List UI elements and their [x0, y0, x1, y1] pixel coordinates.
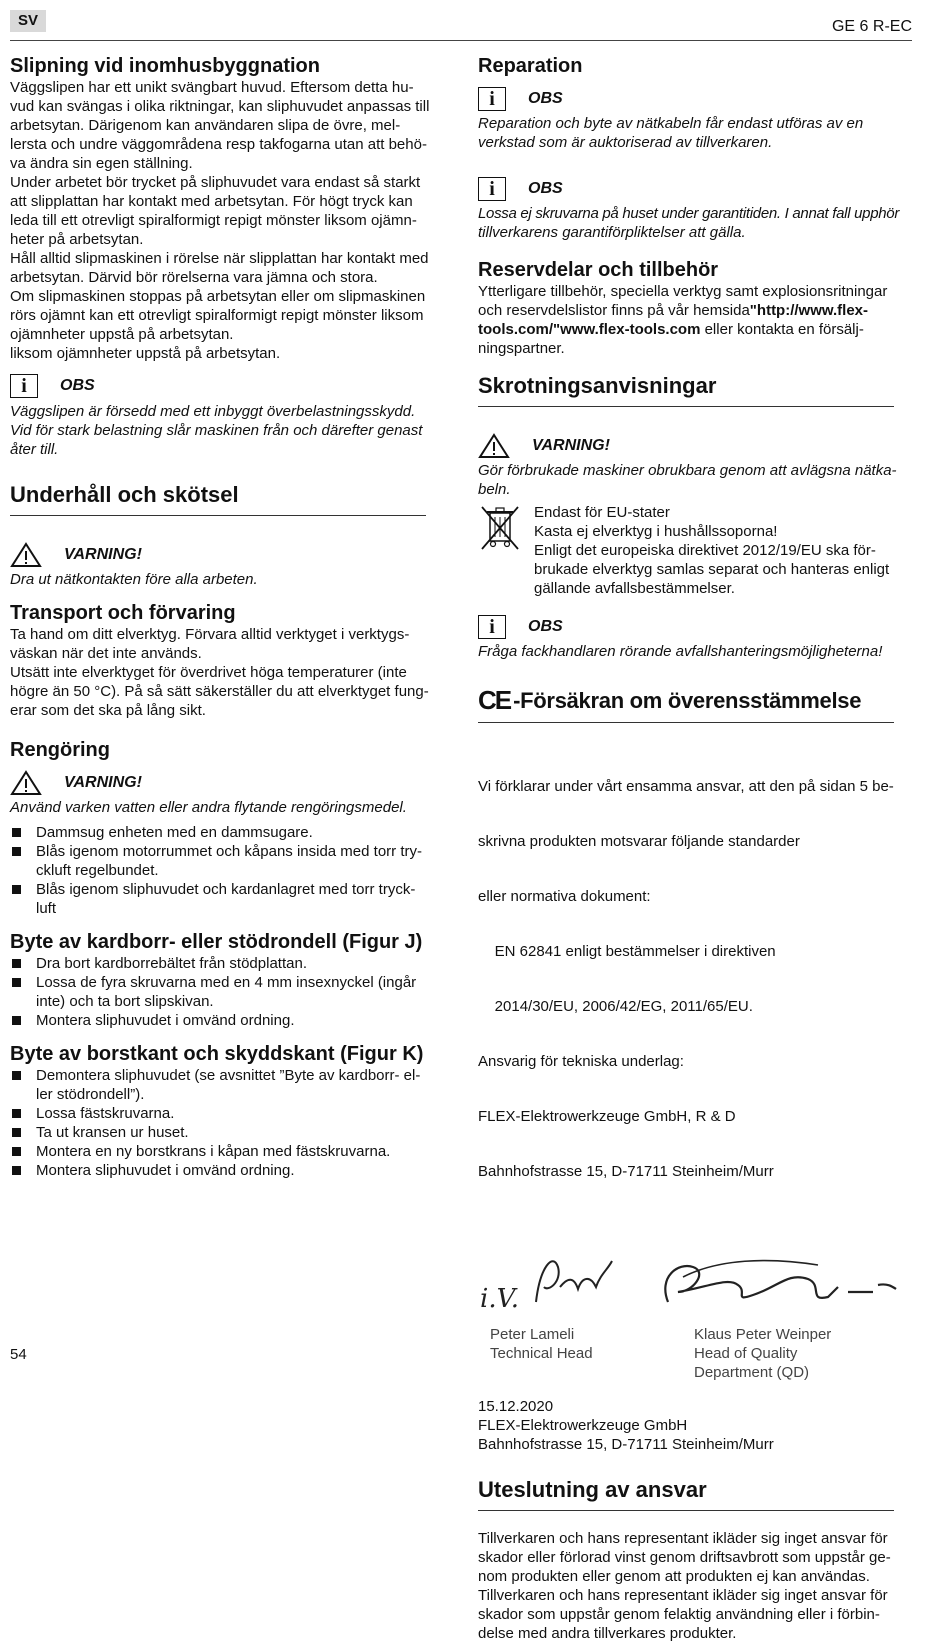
- text-line: tillverkarens garantiförpliktelser att gälla.: [478, 224, 746, 241]
- warning-icon: [10, 770, 42, 796]
- note-overload: [10, 373, 440, 399]
- conformity-heading: [478, 685, 913, 716]
- text-line: liksom ojämnheter uppstå på arbetsytan.: [10, 345, 281, 362]
- warning-disposal-text: [478, 461, 913, 499]
- page-number: 54: [10, 1346, 27, 1363]
- page-header: [10, 0, 912, 41]
- section-title-cleaning: Rengöring: [10, 739, 110, 761]
- text-line: Endast för EU-stater: [534, 504, 670, 521]
- handwritten-signatures: [478, 1247, 898, 1327]
- text-line: Gör förbrukade maskiner obrukbara genom att avlägsna nätka-: [478, 462, 897, 479]
- section-title-transport: Transport och förvaring: [10, 602, 236, 624]
- note-repair-2-text: [478, 204, 913, 242]
- text-line: Ytterligare tillbehör, speciella verktyg samt explosionsritningar: [478, 283, 888, 300]
- text-line: EN 62841 enligt bestämmelser i direktiven: [478, 943, 776, 960]
- text-line: Håll alltid slipmaskinen i rörelse när slipplattan har kontakt med: [10, 250, 429, 267]
- weee-block: [478, 503, 913, 598]
- text-line: FLEX-Elektrowerkzeuge GmbH: [478, 1417, 688, 1434]
- weee-text: [534, 503, 889, 598]
- info-icon: i: [478, 615, 506, 639]
- signer-2: [694, 1325, 831, 1382]
- section-divider: [478, 722, 894, 723]
- text-line: Ansvarig för tekniska underlag:: [478, 1053, 684, 1070]
- list-item: Blås igenom sliphuvudet och kardanlagret med torr tryck- luft: [10, 880, 440, 918]
- section-title-brush: Byte av borstkant och skyddskant (Figur K): [10, 1043, 424, 1065]
- note-label: OBS: [528, 90, 563, 107]
- warning-text: Dra ut nätkontakten före alla arbeten.: [10, 571, 258, 588]
- note-repair-2: [478, 176, 913, 202]
- signature-block: [478, 1247, 913, 1397]
- text-line: Bahnhofstrasse 15, D-71711 Steinheim/Murr: [478, 1436, 774, 1453]
- text-line: Om slipmaskinen stoppas på arbetsytan eller om slipmaskinen: [10, 288, 426, 305]
- note-label: OBS: [528, 618, 563, 635]
- info-icon: i: [478, 87, 506, 111]
- website-link[interactable]: "http://www.flex-: [749, 302, 869, 319]
- section-divider: [10, 515, 426, 516]
- text-line: 2014/30/EU, 2006/42/EG, 2011/65/EU.: [478, 998, 753, 1015]
- note-repair-1: [478, 86, 913, 112]
- signature-prefix: i.V.: [480, 1284, 520, 1314]
- crossed-bin-icon: [478, 503, 522, 551]
- text-line: [478, 320, 913, 339]
- text-line: nom produkten eller genom att produkten ej kan användas.: [478, 1568, 870, 1585]
- website-link[interactable]: tools.com/"www.flex-tools.com: [478, 321, 701, 338]
- text-line: arbetsytan. Därigenom kan användaren slipa de övre, mel-: [10, 117, 401, 134]
- warning-cleaning: [10, 770, 440, 796]
- date: 15.12.2020: [478, 1398, 554, 1415]
- text-line: lersta och undre väggområdena resp takfogarna utan att behö-: [10, 136, 427, 153]
- text-line: Väggslipen har ett unikt svängbart huvud. Eftersom detta hu-: [10, 79, 414, 96]
- text-line: att slipplattan har kontakt med arbetsytan. För högt tryck kan: [10, 193, 413, 210]
- info-icon: i: [10, 374, 38, 398]
- list-item: Dammsug enheten med en dammsugare.: [10, 823, 440, 842]
- text-line: skador som uppstår genom felaktig användning eller i förbin-: [478, 1606, 880, 1623]
- note-disposal: [478, 614, 913, 640]
- text-line: FLEX-Elektrowerkzeuge GmbH, R & D: [478, 1108, 736, 1125]
- conformity-footer: [478, 1397, 913, 1454]
- text-line: vud kan svängas i olika riktningar, kan sliphuvudet anpassas till: [10, 98, 430, 115]
- velcro-list: [10, 954, 440, 1030]
- spares-text: [478, 282, 913, 358]
- list-item: Montera en ny borstkrans i kåpan med fästskruvarna.: [10, 1142, 440, 1161]
- list-item: Ta ut kransen ur huset.: [10, 1123, 440, 1142]
- text-line: Bahnhofstrasse 15, D-71711 Steinheim/Murr: [478, 1163, 774, 1180]
- cleaning-list: [10, 823, 440, 918]
- text-line: erar som det ska på lång sikt.: [10, 702, 206, 719]
- text-line: Kasta ej elverktyg i hushållssoporna!: [534, 523, 778, 540]
- text-line: Väggslipen är försedd med ett inbyggt överbelastningsskydd.: [10, 403, 416, 420]
- warning-label: VARNING!: [64, 774, 142, 791]
- text-span: och reservdelslistor finns på vår hemsida: [478, 302, 750, 319]
- list-item: Dra bort kardborrebältet från stödplattan.: [10, 954, 440, 973]
- text-span: eller kontakta en försälj-: [700, 321, 864, 338]
- text-line: åter till.: [10, 441, 59, 458]
- note-label: OBS: [528, 180, 563, 197]
- signer-1: [490, 1325, 593, 1363]
- signer-title: Technical Head: [490, 1345, 593, 1362]
- text-line: heter på arbetsytan.: [10, 231, 144, 248]
- grinding-text: [10, 78, 440, 363]
- warning-icon: [478, 433, 510, 459]
- section-title-liability: Uteslutning av ansvar: [478, 1477, 707, 1502]
- section-divider: [478, 1510, 894, 1511]
- language-badge: SV: [10, 10, 46, 32]
- note-disposal-text: Fråga fackhandlaren rörande avfallshanteringsmöjligheterna!: [478, 643, 883, 660]
- text-line: väskan när det inte används.: [10, 645, 202, 662]
- text-line: eller normativa dokument:: [478, 888, 651, 905]
- section-title-repair: Reparation: [478, 55, 583, 77]
- warning-maintenance: [10, 542, 440, 568]
- section-title-velcro: Byte av kardborr- eller stödrondell (Figur J): [10, 931, 423, 953]
- warning-icon: [10, 542, 42, 568]
- text-line: Vi förklarar under vårt ensamma ansvar, att den på sidan 5 be-: [478, 778, 894, 795]
- text-line: Under arbetet bör trycket på sliphuvudet vara endast så starkt: [10, 174, 421, 191]
- info-icon: i: [478, 177, 506, 201]
- ce-mark: CE: [478, 685, 511, 715]
- text-line: skador eller förlorad vinst genom driftsavbrott som uppstår ge-: [478, 1549, 891, 1566]
- note-label: OBS: [60, 377, 95, 394]
- warning-disposal: [478, 433, 913, 459]
- section-title-spares: Reservdelar och tillbehör: [478, 259, 719, 281]
- right-column: [478, 54, 913, 1643]
- signer-name: Peter Lameli: [490, 1326, 575, 1343]
- text-line: gällande avfallsbestämmelser.: [534, 580, 735, 597]
- text-line: Tillverkaren och hans representant ikläder sig inget ansvar för: [478, 1587, 888, 1604]
- section-divider: [478, 406, 894, 407]
- signer-name: Klaus Peter Weinper: [694, 1326, 832, 1343]
- brush-list: [10, 1066, 440, 1180]
- text-line: Vid för stark belastning slår maskinen från och därefter genast: [10, 422, 423, 439]
- warning-label: VARNING!: [64, 546, 142, 563]
- text-line: Lossa ej skruvarna på huset under garantitiden. I annat fall upphör: [478, 205, 900, 222]
- text-line: arbetsytan. Därvid bör rörelserna vara jämna och stora.: [10, 269, 378, 286]
- text-line: va ändra sin egen ställning.: [10, 155, 193, 172]
- text-line: Ta hand om ditt elverktyg. Förvara alltid verktyget i verktygs-: [10, 626, 410, 643]
- list-item: Lossa fästskruvarna.: [10, 1104, 440, 1123]
- section-title-grinding: Slipning vid inomhusbyggnation: [10, 55, 320, 77]
- list-item: Blås igenom motorrummet och kåpans insida med torr try- ckluft regelbundet.: [10, 842, 440, 880]
- text-line: delse med andra tillverkares produkter.: [478, 1625, 737, 1642]
- list-item: Montera sliphuvudet i omvänd ordning.: [10, 1161, 440, 1180]
- model-name: GE 6 R-EC: [831, 18, 912, 35]
- text-line: skrivna produkten motsvarar följande standarder: [478, 833, 800, 850]
- note-repair-1-text: [478, 114, 913, 152]
- text-line: [478, 301, 913, 320]
- transport-text: [10, 625, 440, 720]
- text-line: ojämnheter uppstå på arbetsytan.: [10, 326, 234, 343]
- text-line: leda till ett otrevligt spiralformigt repigt mönster liksom ojämn-: [10, 212, 417, 229]
- liability-text: [478, 1529, 913, 1643]
- section-title-disposal: Skrotningsanvisningar: [478, 373, 717, 398]
- list-item: Demontera sliphuvudet (se avsnittet ”Byte av kardborr- el- ler stödrondell”).: [10, 1066, 440, 1104]
- text-line: beln.: [478, 481, 511, 498]
- warning-text: Använd varken vatten eller andra flytande rengöringsmedel.: [10, 799, 407, 816]
- section-title-conformity: -Försäkran om överensstämmelse: [513, 687, 862, 713]
- warning-label: VARNING!: [532, 437, 610, 454]
- text-line: Reparation och byte av nätkabeln får endast utföras av en: [478, 115, 864, 132]
- list-item: Lossa de fyra skruvarna med en 4 mm insexnyckel (ingår inte) och ta bort slipskivan.: [10, 973, 440, 1011]
- signer-title: Head of Quality: [694, 1345, 798, 1362]
- text-line: Enligt det europeiska direktivet 2012/19/EU ska för-: [534, 542, 876, 559]
- text-line: Tillverkaren och hans representant ikläder sig inget ansvar för: [478, 1530, 888, 1547]
- left-column: [10, 54, 440, 1180]
- list-item: Montera sliphuvudet i omvänd ordning.: [10, 1011, 440, 1030]
- conformity-text: [478, 741, 913, 1217]
- text-line: ningspartner.: [478, 340, 565, 357]
- note-overload-text: [10, 402, 440, 459]
- text-line: brukade elverktyg samlas separat och hanteras enligt: [534, 561, 890, 578]
- text-line: verkstad som är auktoriserad av tillverkaren.: [478, 134, 773, 151]
- text-line: rörs ojämnt kan ett otrevligt spiralformigt repigt mönster liksom: [10, 307, 424, 324]
- text-line: högre än 50 °C). På så sätt säkerställer du att elverktyget fung-: [10, 683, 429, 700]
- text-line: Utsätt inte elverktyget för överdrivet höga temperaturer (inte: [10, 664, 407, 681]
- signer-title: Department (QD): [694, 1364, 810, 1381]
- section-title-maintenance: Underhåll och skötsel: [10, 482, 239, 507]
